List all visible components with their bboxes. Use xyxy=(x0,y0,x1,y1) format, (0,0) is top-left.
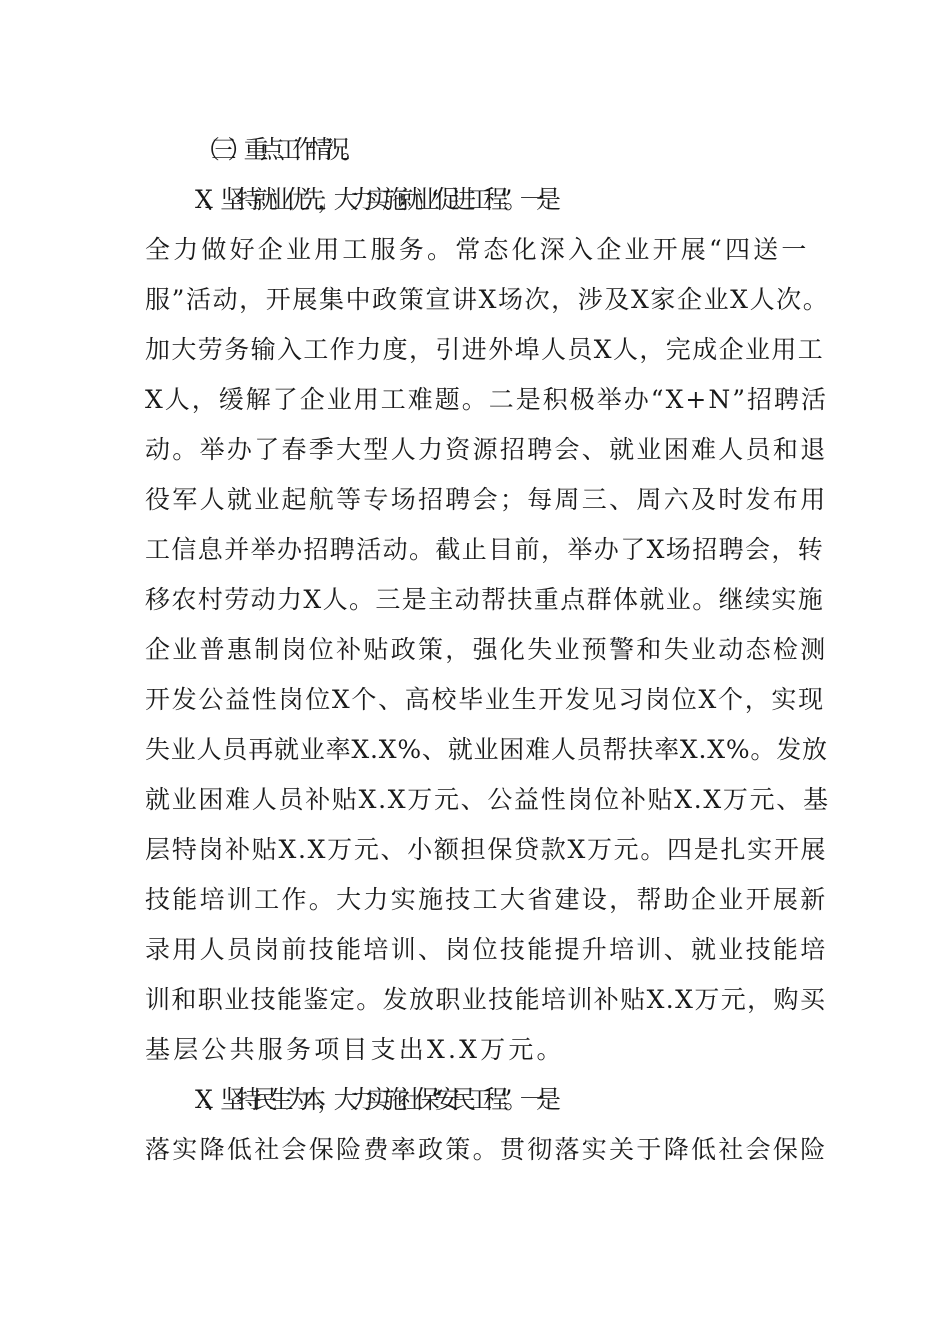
paragraph-line: 企业普惠制岗位补贴政策，强化失业预警和失业动态检测 xyxy=(145,635,828,664)
paragraph-line: 全力做好企业用工服务。常态化深入企业开展“四送一 xyxy=(145,235,810,264)
paragraph-line: 役军人就业起航等专场招聘会；每周三、周六及时发布用 xyxy=(145,485,828,514)
paragraph-line: 层特岗补贴X.X万元、小额担保贷款X万元。四是扎实开展 xyxy=(145,835,828,864)
paragraph-line: 训和职业技能鉴定。发放职业技能培训补贴X.X万元，购买 xyxy=(145,985,827,1014)
section-heading: （三）重点工作情况。 xyxy=(195,135,358,164)
paragraph-line: 移农村劳动力X人。三是主动帮扶重点群体就业。继续实施 xyxy=(145,585,825,614)
paragraph-line: 基层公共服务项目支出X.X万元。 xyxy=(145,1035,565,1064)
paragraph-line: 服”活动，开展集中政策宣讲X场次，涉及X家企业X人次。 xyxy=(145,285,830,314)
paragraph-line: X人，缓解了企业用工难题。二是积极举办“X+N”招聘活 xyxy=(145,385,828,414)
paragraph-line: 开发公益性岗位X个、高校毕业生开发见习岗位X个，实现 xyxy=(145,685,825,714)
paragraph-line: 失业人员再就业率X.X%、就业困难人员帮扶率X.X%。发放 xyxy=(145,735,828,764)
paragraph-line: 加大劳务输入工作力度，引进外埠人员X人，完成企业用工 xyxy=(145,335,825,364)
paragraph-line: 录用人员岗前技能培训、岗位技能提升培训、就业技能培 xyxy=(145,935,828,964)
paragraph-line: X、坚持民生为本，大力实施社保“安民工程”。一是 xyxy=(195,1085,553,1114)
paragraph-line: 动。举办了春季大型人力资源招聘会、就业困难人员和退 xyxy=(145,435,828,464)
paragraph-line: 工信息并举办招聘活动。截止目前，举办了X场招聘会，转 xyxy=(145,535,825,564)
paragraph-line: X、坚持就业优先，大力实施就业“促进工程”。一是 xyxy=(195,185,553,214)
paragraph-line: 技能培训工作。大力实施技工大省建设，帮助企业开展新 xyxy=(145,885,828,914)
paragraph-line: 就业困难人员补贴X.X万元、公益性岗位补贴X.X万元、基 xyxy=(145,785,830,814)
paragraph-line: 落实降低社会保险费率政策。贯彻落实关于降低社会保险 xyxy=(145,1135,828,1164)
